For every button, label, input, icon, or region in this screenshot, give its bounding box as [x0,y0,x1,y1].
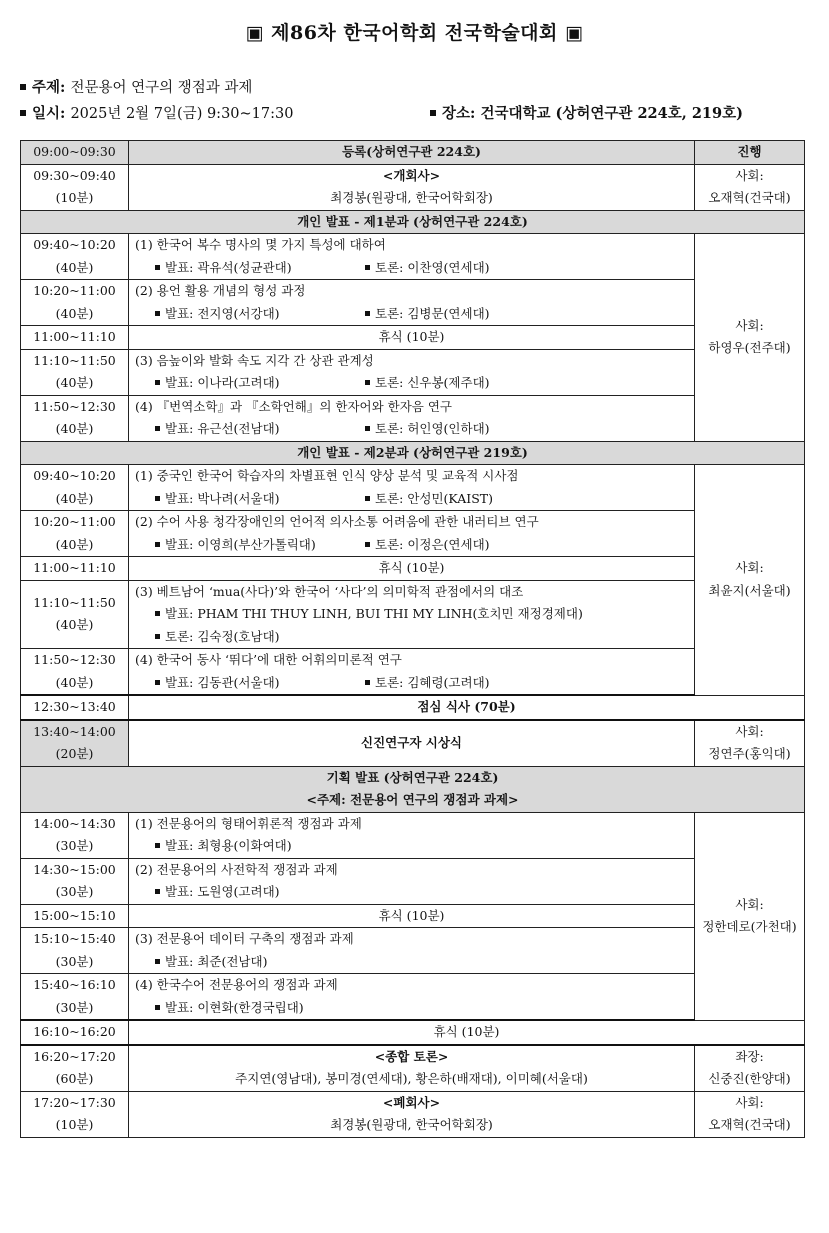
session2-header: 개인 발표 - 제2분과 (상허연구관 219호) [21,441,805,465]
host-cell: 사회: 최윤지(서울대) [695,465,805,696]
session3-header: 기획 발표 (상허연구관 224호) <주제: 전문용어 연구의 쟁점과 과제> [21,766,805,812]
time-cell: 11:50~12:30 (40분) [21,649,129,696]
session1-header: 개인 발표 - 제1분과 (상허연구관 224호) [21,210,805,234]
break-cell: 휴식 (10분) [129,557,695,581]
time-cell: 11:00~11:10 [21,557,129,581]
table-row [21,858,805,904]
page-title: ▣ 제86차 한국어학회 전국학술대회 ▣ [245,22,584,44]
talk-cell: (2) 전문용어의 사전학적 쟁점과 과제 발표: 도원영(고려대) [129,858,695,904]
session-header-row [21,766,805,812]
talk-cell: (2) 수어 사용 청각장애인의 언어적 의사소통 어려움에 관한 내러티브 연구 발표: 이영희(부산가톨릭대) 토론: 이정은(연세대) [129,511,695,557]
time-cell: 09:40~10:20 (40분) [21,465,129,511]
bullet-icon [430,110,436,116]
table-row [21,234,805,280]
table-row [21,928,805,974]
bullet-icon [20,84,26,90]
host-cell: 좌장: 신중진(한양대) [695,1045,805,1092]
table-row [21,557,805,581]
session-header-row [21,441,805,465]
table-row [21,720,805,767]
table-row [21,695,805,720]
talk-cell: (1) 전문용어의 형태어휘론적 쟁점과 과제 발표: 최형용(이화여대) [129,812,695,858]
theme-line [20,76,252,97]
table-row [21,280,805,326]
time-cell: 11:00~11:10 [21,326,129,350]
talk-cell: (4) 한국어 동사 ‘뛰다’에 대한 어휘의미론적 연구 발표: 김동관(서울대) 토론: 김혜령(고려대) [129,649,695,696]
schedule-table [20,140,805,1138]
lunch-cell: 점심 식사 (70분) [129,695,805,720]
time-cell: 10:20~11:00 (40분) [21,280,129,326]
talk-cell: (3) 베트남어 ‘mua(사다)’와 한국어 ‘사다’의 의미학적 관점에서의 대조 발표: PHAM THI THUY LINH, BUI THI MY LINH(호치민 재정경제대) 토론: 김숙정(호남대) [129,580,695,649]
place-line [430,102,743,123]
time-cell: 13:40~14:00 (20분) [21,720,129,767]
discussion-cell: <종합 토론> 주지연(영남대), 봉미경(연세대), 황은하(배재대), 이미혜(서울대) [129,1045,695,1092]
time-cell: 11:10~11:50 (40분) [21,580,129,649]
table-row [21,1091,805,1137]
break-cell: 휴식 (10분) [129,1020,805,1045]
table-row [21,812,805,858]
table-row [21,349,805,395]
table-row [21,1020,805,1045]
table-row [21,1045,805,1092]
table-row [21,974,805,1021]
host-cell: 사회: 정연주(홍익대) [695,720,805,767]
talk-cell: (4) 한국수어 전문용어의 쟁점과 과제 발표: 이현화(한경국립대) [129,974,695,1021]
time-cell: 15:40~16:10 (30분) [21,974,129,1021]
talk-cell: (4) 『번역소학』과 『소학언해』의 한자어와 한자음 연구 발표: 유근선(전남대) 토론: 허인영(인하대) [129,395,695,441]
time-cell: 12:30~13:40 [21,695,129,720]
date-label: 일시: [32,105,66,122]
talk-cell: (1) 한국어 복수 명사의 몇 가지 특성에 대하여 발표: 곽유석(성균관대) 토론: 이찬영(연세대) [129,234,695,280]
time-cell: 10:20~11:00 (40분) [21,511,129,557]
table-row [21,141,805,165]
table-row [21,395,805,441]
time-cell: 16:10~16:20 [21,1020,129,1045]
closing-cell: <폐회사> 최경봉(원광대, 한국어학회장) [129,1091,695,1137]
time-cell: 16:20~17:20 (60분) [21,1045,129,1092]
time-cell: 14:00~14:30 (30분) [21,812,129,858]
time-cell: 09:00~09:30 [21,141,129,165]
table-row [21,326,805,350]
table-row [21,511,805,557]
place-label: 장소: [442,105,476,122]
opening-cell: <개회사> 최경봉(원광대, 한국어학회장) [129,164,695,210]
table-row [21,649,805,696]
time-cell: 09:40~10:20 (40분) [21,234,129,280]
talk-cell: (2) 용언 활용 개념의 형성 과정 발표: 전지영(서강대) 토론: 김병문(연세대) [129,280,695,326]
talk-cell: (3) 전문용어 데이터 구축의 쟁점과 과제 발표: 최준(전남대) [129,928,695,974]
break-cell: 휴식 (10분) [129,904,695,928]
time-cell: 11:10~11:50 (40분) [21,349,129,395]
table-row [21,580,805,649]
session-header-row [21,210,805,234]
talk-cell: (3) 음높이와 발화 속도 지각 간 상관 관계성 발표: 이나라(고려대) 토론: 신우봉(제주대) [129,349,695,395]
date-line [20,102,293,123]
host-cell: 사회: 정한데로(가천대) [695,812,805,1020]
host-cell: 사회: 하영우(전주대) [695,234,805,442]
table-row [21,164,805,210]
theme-value: 전문용어 연구의 쟁점과 과제 [70,80,253,96]
time-cell: 14:30~15:00 (30분) [21,858,129,904]
table-row [21,465,805,511]
date-value: 2025년 2월 7일(금) 9:30~17:30 [70,106,294,122]
place-value: 건국대학교 (상허연구관 224호, 219호) [480,105,743,122]
bullet-icon [20,110,26,116]
time-cell: 09:30~09:40 (10분) [21,164,129,210]
time-cell: 11:50~12:30 (40분) [21,395,129,441]
theme-label: 주제: [32,79,66,96]
registration-cell: 등록(상허연구관 224호) [129,141,695,165]
talk-cell: (1) 중국인 한국어 학습자의 차별표현 인식 양상 분석 및 교육적 시사점 발표: 박나려(서울대) 토론: 안성민(KAIST) [129,465,695,511]
time-cell: 17:20~17:30 (10분) [21,1091,129,1137]
host-cell: 사회: 오재혁(건국대) [695,1091,805,1137]
host-header: 진행 [695,141,805,165]
time-cell: 15:00~15:10 [21,904,129,928]
time-cell: 15:10~15:40 (30분) [21,928,129,974]
award-cell: 신진연구자 시상식 [129,720,695,767]
table-row [21,904,805,928]
host-cell: 사회: 오재혁(건국대) [695,164,805,210]
break-cell: 휴식 (10분) [129,326,695,350]
